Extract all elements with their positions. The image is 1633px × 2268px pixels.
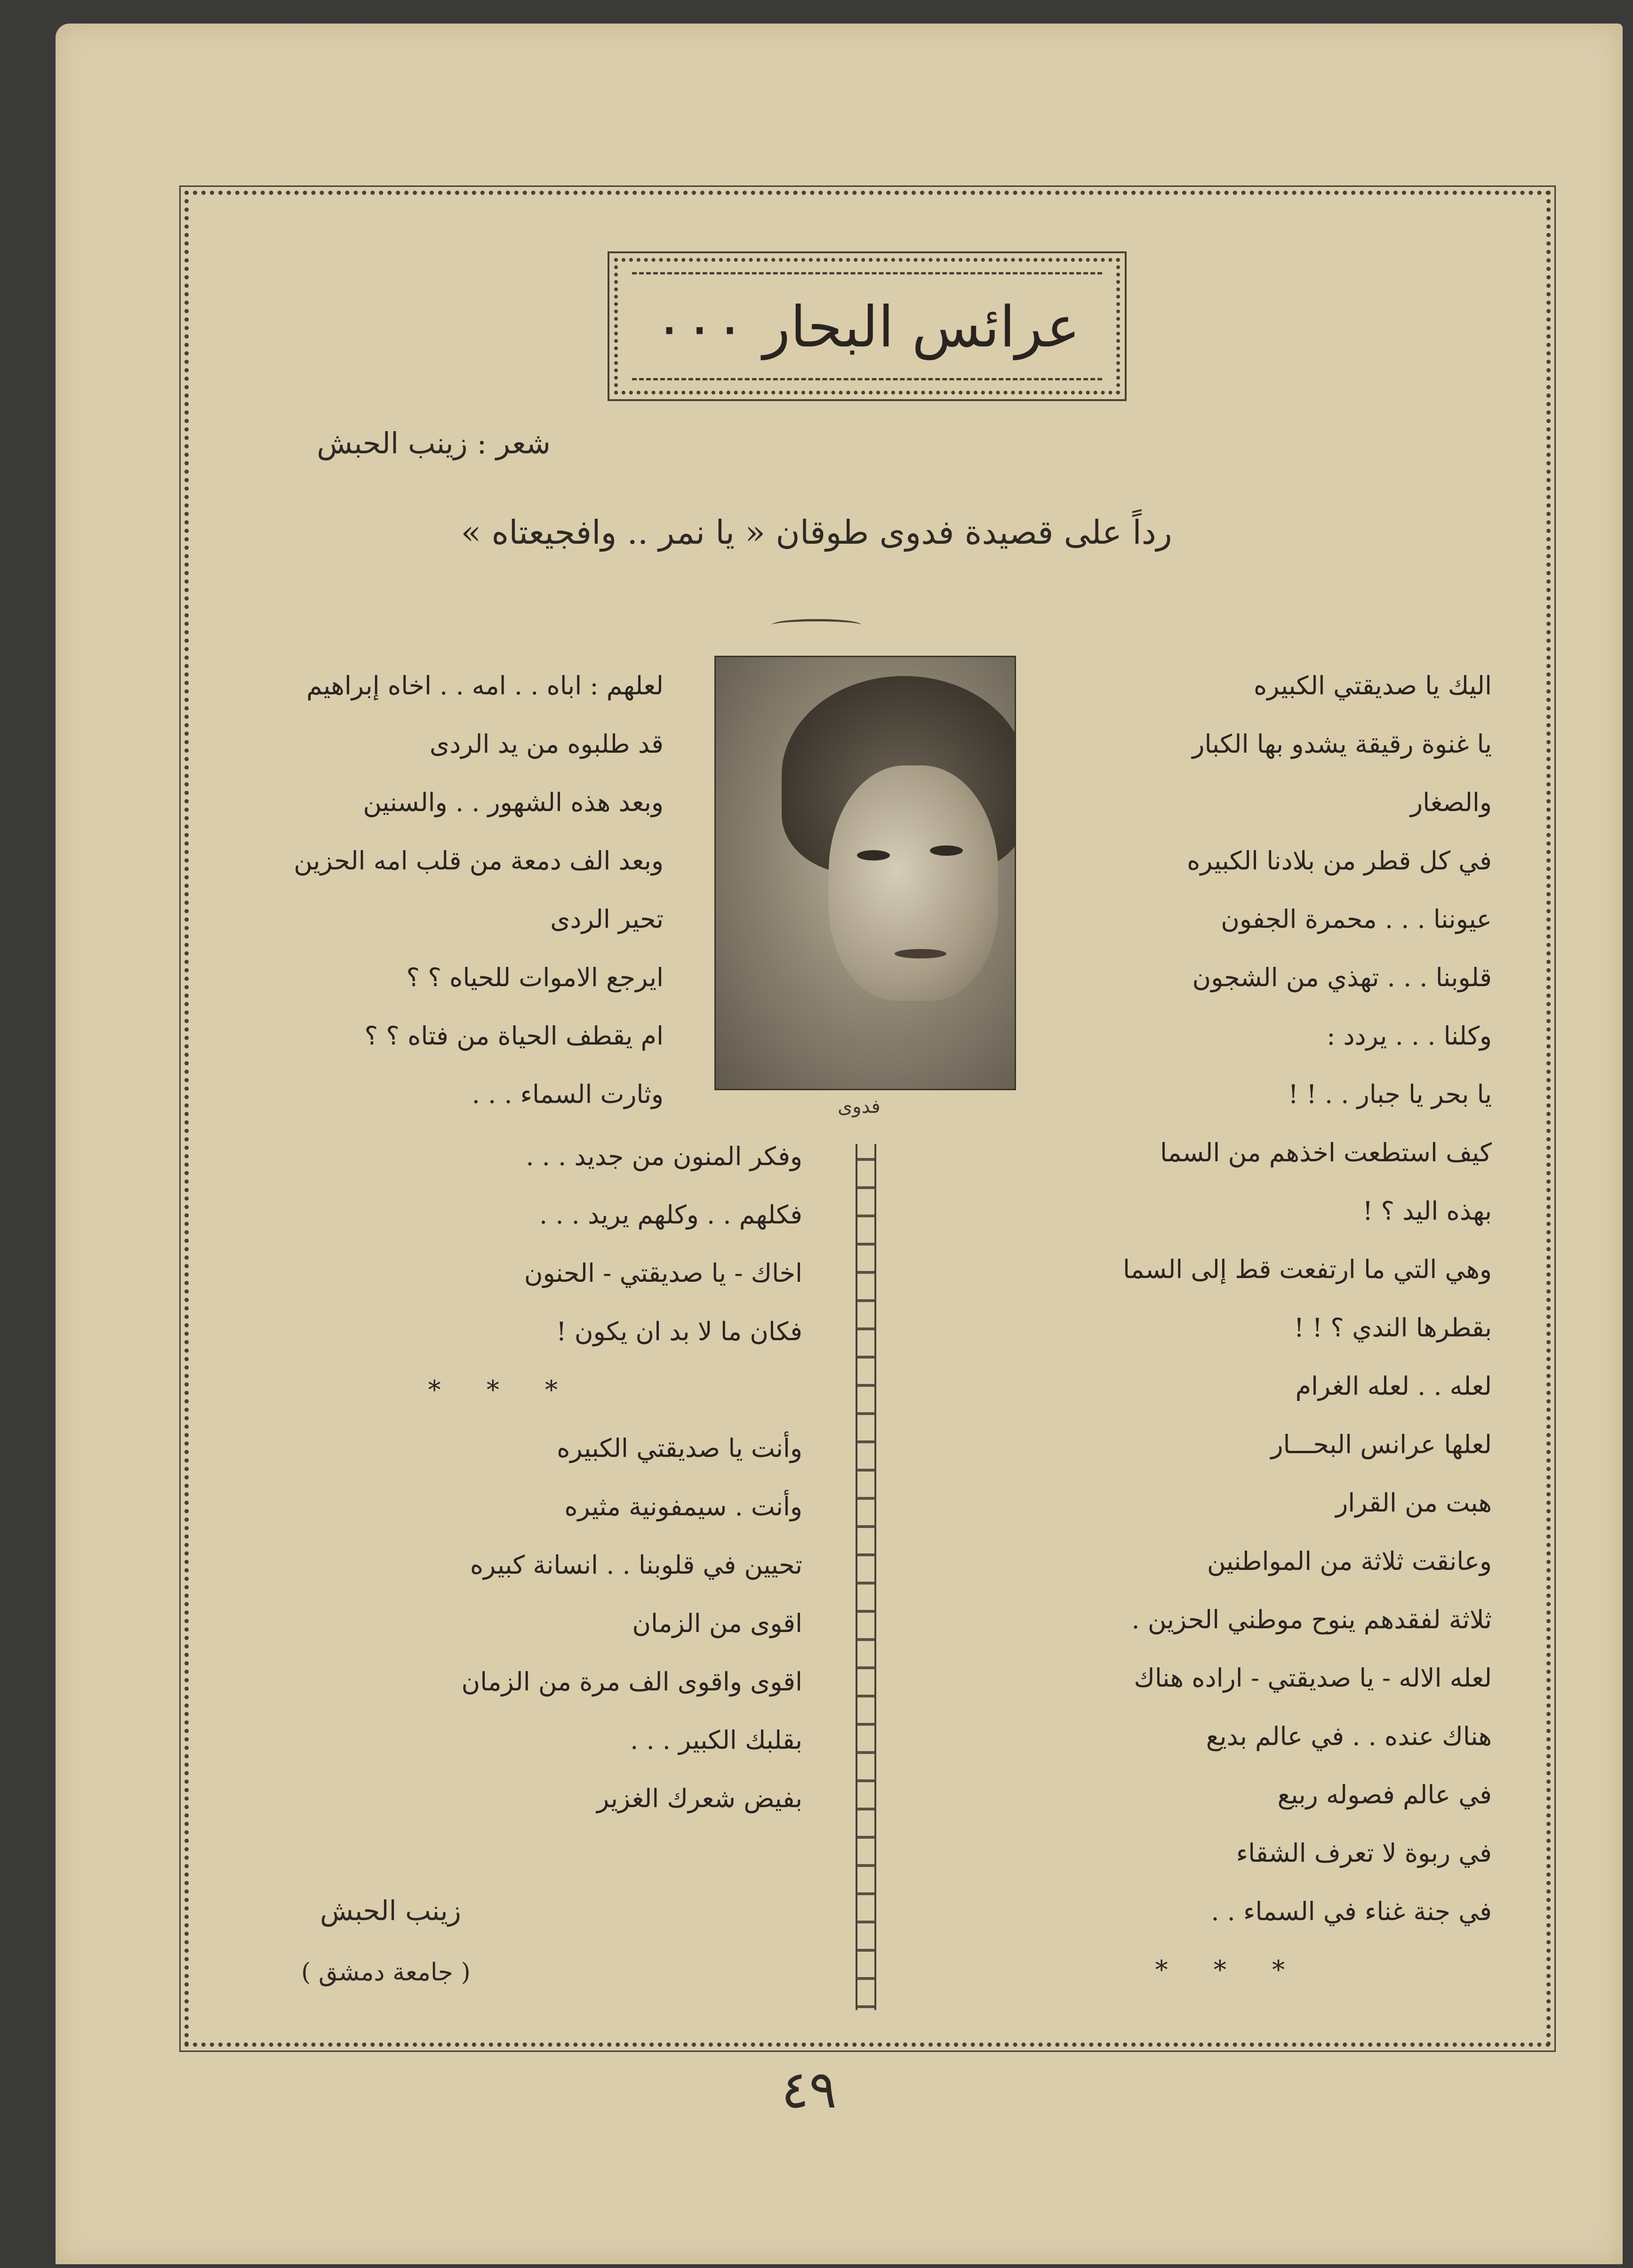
portrait-eye bbox=[930, 845, 963, 856]
verse-line: لعلها عرانس البحـــار bbox=[1271, 1430, 1492, 1459]
verse-line: بهذه اليد ؟ ! bbox=[1362, 1196, 1492, 1226]
verse-line: فكان ما لا بد ان يكون ! bbox=[556, 1317, 802, 1346]
title-ornament-top bbox=[632, 272, 1102, 274]
poem-title: عرائس البحار ٠٠٠ bbox=[654, 295, 1081, 360]
verse-line: ايرجع الاموات للحياه ؟ ؟ bbox=[406, 963, 664, 992]
verse-line: وبعد الف دمعة من قلب امه الحزين bbox=[294, 846, 664, 876]
title-box bbox=[614, 258, 1120, 394]
verse-line: وفكر المنون من جديد . . . bbox=[526, 1142, 802, 1171]
verse-line: قد طلبوه من يد الردى bbox=[429, 729, 664, 759]
portrait-face bbox=[829, 765, 998, 1001]
left-column-bottom bbox=[261, 1127, 802, 1828]
portrait-photo bbox=[714, 656, 1016, 1090]
verse-line: لعله الاله - يا صديقتي - اراده هناك bbox=[1134, 1663, 1492, 1693]
verse-line: كيف استطعت اخذهم من السما bbox=[1160, 1138, 1492, 1167]
verse-line: اقوى من الزمان bbox=[632, 1609, 802, 1638]
verse-line: وكلنا . . . يردد : bbox=[1327, 1021, 1492, 1051]
verse-line: وهي التي ما ارتفعت قط إلى السما bbox=[1122, 1255, 1492, 1284]
verse-line: بقطرها الندي ؟ ! ! bbox=[1294, 1313, 1492, 1343]
verse-line: في كل قطر من بلادنا الكبيره bbox=[1187, 846, 1492, 876]
page-number: ٤٩ bbox=[781, 2059, 837, 2120]
verse-line: فكلهم . . وكلهم يريد . . . bbox=[539, 1200, 802, 1230]
verse-line: لعله . . لعله الغرام bbox=[1295, 1371, 1492, 1401]
verse-line: في ربوة لا تعرف الشقاء bbox=[1236, 1838, 1492, 1868]
verse-line: هبت من القرار bbox=[1336, 1488, 1492, 1518]
verse-line: بقلبك الكبير . . . bbox=[630, 1725, 802, 1755]
subtitle: رداً على قصيدة فدوى طوقان « يا نمر .. وافجيعتاه » bbox=[461, 513, 1172, 552]
verse-line: عيوننا . . . محمرة الجفون bbox=[1221, 904, 1492, 934]
section-stars: * * * bbox=[1155, 1955, 1304, 1985]
verse-line: اخاك - يا صديقتي - الحنون bbox=[524, 1258, 802, 1288]
verse-line: تحيين في قلوبنا . . انسانة كبيره bbox=[470, 1550, 802, 1580]
verse-line: ام يقطف الحياة من فتاه ؟ ؟ bbox=[364, 1021, 664, 1051]
verse-line: وبعد هذه الشهور . . والسنين bbox=[363, 788, 664, 817]
verse-line: تحير الردى bbox=[550, 904, 664, 934]
verse-line: يا بحر يا جبار . . ! ! bbox=[1288, 1079, 1492, 1109]
photo-caption: فدوى bbox=[838, 1096, 881, 1118]
verse-line: وثارت السماء . . . bbox=[472, 1079, 664, 1109]
title-ornament-bottom bbox=[632, 378, 1102, 380]
verse-line: لعلهم : اباه . . امه . . اخاه إبراهيم bbox=[306, 671, 664, 700]
verse-line: هناك عنده . . في عالم بديع bbox=[1206, 1721, 1492, 1751]
byline: شعر : زينب الحبش bbox=[317, 426, 551, 460]
verse-line: في جنة غناء في السماء . . bbox=[1211, 1897, 1492, 1926]
verse-line: وعانقت ثلاثة من المواطنين bbox=[1207, 1546, 1492, 1576]
verse-line: وأنت . سيمفونية مثيره bbox=[564, 1492, 802, 1521]
verse-line: في عالم فصوله ربيع bbox=[1277, 1780, 1492, 1810]
column-divider-ornament bbox=[856, 1144, 876, 2010]
left-column-top bbox=[193, 657, 664, 1124]
portrait-mouth bbox=[895, 949, 946, 958]
verse-line: يا غنوة رقيقة يشدو بها الكبار bbox=[1192, 729, 1492, 759]
verse-line: اقوى واقوى الف مرة من الزمان bbox=[461, 1667, 802, 1697]
verse-line: ثلاثة لفقدهم ينوح موطني الحزين . bbox=[1131, 1605, 1492, 1634]
verse-line: قلوبنا . . . تهذي من الشجون bbox=[1192, 963, 1492, 992]
verse-line: اليك يا صديقتي الكبيره bbox=[1253, 671, 1492, 700]
section-stars: * * * bbox=[428, 1375, 576, 1405]
verse-line: بفيض شعرك الغزير bbox=[597, 1784, 802, 1813]
verse-line: وأنت يا صديقتي الكبيره bbox=[557, 1433, 802, 1463]
portrait-eye bbox=[857, 850, 890, 861]
verse-line: والصغار bbox=[1410, 788, 1492, 817]
ornamental-swash bbox=[772, 619, 861, 631]
author-affiliation: ( جامعة دمشق ) bbox=[301, 1958, 471, 1987]
author-signature: زينب الحبش bbox=[320, 1895, 461, 1927]
